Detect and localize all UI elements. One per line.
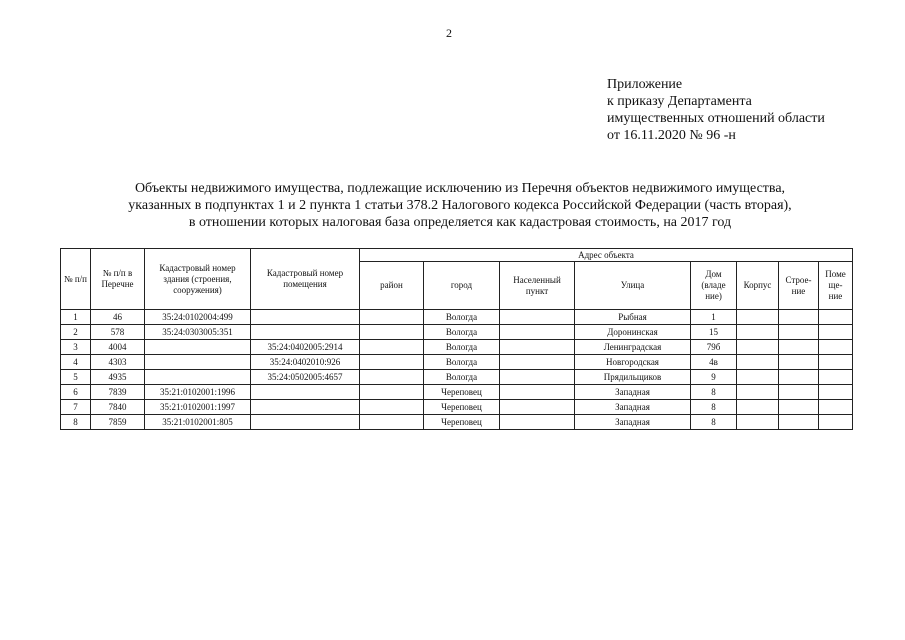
header-num: № п/п (61, 249, 91, 310)
cell-district (360, 415, 424, 430)
cell-district (360, 310, 424, 325)
cell-city: Череповец (424, 415, 500, 430)
cell-num: 6 (61, 385, 91, 400)
cell-list-num: 4303 (91, 355, 145, 370)
cell-settlement (500, 340, 575, 355)
cell-premise-cadastral: 35:24:0502005:4657 (251, 370, 360, 385)
header-room: Поме ще- ние (819, 262, 853, 310)
cell-num: 2 (61, 325, 91, 340)
cell-structure (779, 310, 819, 325)
cell-city: Череповец (424, 400, 500, 415)
cell-structure (779, 355, 819, 370)
cell-structure (779, 325, 819, 340)
cell-house: 4в (691, 355, 737, 370)
cell-structure (779, 415, 819, 430)
page-number: 2 (446, 26, 452, 40)
cell-house: 1 (691, 310, 737, 325)
title-line: указанных в подпунктах 1 и 2 пункта 1 статьи 378.2 Налогового кодекса Российской Федерации (часть вторая), (128, 198, 792, 213)
appendix-line: имущественных отношений области (607, 111, 825, 126)
cell-house: 8 (691, 400, 737, 415)
cell-settlement (500, 400, 575, 415)
header-house: Дом (владе ние) (691, 262, 737, 310)
document-title (60, 180, 860, 231)
cell-building-cadastral: 35:21:0102001:1996 (145, 385, 251, 400)
cell-num: 4 (61, 355, 91, 370)
cell-street: Ленинградская (575, 340, 691, 355)
cell-room (819, 325, 853, 340)
cell-premise-cadastral: 35:24:0402010:926 (251, 355, 360, 370)
appendix-block (607, 76, 825, 144)
cell-house: 9 (691, 370, 737, 385)
cell-block (737, 340, 779, 355)
cell-list-num: 7839 (91, 385, 145, 400)
cell-city: Череповец (424, 385, 500, 400)
cell-street: Доронинская (575, 325, 691, 340)
cell-building-cadastral: 35:24:0303005:351 (145, 325, 251, 340)
cell-premise-cadastral (251, 310, 360, 325)
cell-settlement (500, 415, 575, 430)
header-district: район (360, 262, 424, 310)
cell-street: Западная (575, 400, 691, 415)
header-list-num: № п/п в Перечне (91, 249, 145, 310)
table-row (61, 340, 853, 355)
table-row (61, 400, 853, 415)
cell-building-cadastral: 35:24:0102004:499 (145, 310, 251, 325)
cell-list-num: 4935 (91, 370, 145, 385)
cell-building-cadastral (145, 370, 251, 385)
cell-room (819, 370, 853, 385)
cell-settlement (500, 370, 575, 385)
cell-premise-cadastral (251, 385, 360, 400)
cell-settlement (500, 310, 575, 325)
header-structure: Строе- ние (779, 262, 819, 310)
cell-district (360, 400, 424, 415)
cell-block (737, 385, 779, 400)
cell-structure (779, 400, 819, 415)
cell-settlement (500, 385, 575, 400)
cell-list-num: 46 (91, 310, 145, 325)
cell-street: Западная (575, 415, 691, 430)
cell-house: 8 (691, 415, 737, 430)
cell-street: Новгородская (575, 355, 691, 370)
cell-num: 1 (61, 310, 91, 325)
cell-structure (779, 385, 819, 400)
cell-premise-cadastral: 35:24:0402005:2914 (251, 340, 360, 355)
header-address-group: Адрес объекта (360, 249, 853, 262)
cell-district (360, 355, 424, 370)
table-row (61, 385, 853, 400)
appendix-line: Приложение (607, 77, 683, 92)
table-row (61, 415, 853, 430)
cell-building-cadastral (145, 355, 251, 370)
header-street: Улица (575, 262, 691, 310)
cell-city: Вологда (424, 310, 500, 325)
title-line: в отношении которых налоговая база определяется как кадастровая стоимость, на 2017 год (188, 215, 732, 230)
cell-block (737, 370, 779, 385)
cell-street: Прядильщиков (575, 370, 691, 385)
cell-room (819, 310, 853, 325)
cell-building-cadastral: 35:21:0102001:1997 (145, 400, 251, 415)
cell-room (819, 400, 853, 415)
header-premise-cadastral: Кадастровый номер помещения (251, 249, 360, 310)
cell-room (819, 385, 853, 400)
table-row (61, 325, 853, 340)
cell-structure (779, 340, 819, 355)
cell-num: 3 (61, 340, 91, 355)
cell-block (737, 400, 779, 415)
cell-building-cadastral: 35:21:0102001:805 (145, 415, 251, 430)
header-settlement: Населенный пункт (500, 262, 575, 310)
cell-city: Вологда (424, 340, 500, 355)
cell-premise-cadastral (251, 415, 360, 430)
title-line: Объекты недвижимого имущества, подлежащие исключению из Перечня объектов недвижимого имущества, (134, 181, 786, 196)
cell-room (819, 415, 853, 430)
table-row (61, 370, 853, 385)
header-city: город (424, 262, 500, 310)
cell-num: 5 (61, 370, 91, 385)
cell-room (819, 340, 853, 355)
cell-block (737, 415, 779, 430)
cell-building-cadastral (145, 340, 251, 355)
appendix-line: к приказу Департамента (607, 94, 752, 109)
cell-block (737, 325, 779, 340)
cell-city: Вологда (424, 370, 500, 385)
cell-block (737, 310, 779, 325)
cell-house: 8 (691, 385, 737, 400)
cell-block (737, 355, 779, 370)
cell-house: 15 (691, 325, 737, 340)
objects-table (60, 248, 853, 430)
cell-street: Рыбная (575, 310, 691, 325)
header-building-cadastral: Кадастровый номер здания (строения, сооружения) (145, 249, 251, 310)
cell-num: 8 (61, 415, 91, 430)
cell-street: Западная (575, 385, 691, 400)
cell-list-num: 7859 (91, 415, 145, 430)
cell-district (360, 325, 424, 340)
table-row (61, 355, 853, 370)
cell-district (360, 340, 424, 355)
cell-num: 7 (61, 400, 91, 415)
cell-settlement (500, 355, 575, 370)
appendix-line: от 16.11.2020 № 96 -н (607, 128, 736, 143)
cell-list-num: 578 (91, 325, 145, 340)
cell-city: Вологда (424, 355, 500, 370)
table-row (61, 310, 853, 325)
cell-premise-cadastral (251, 325, 360, 340)
cell-structure (779, 370, 819, 385)
cell-list-num: 4004 (91, 340, 145, 355)
cell-house: 79б (691, 340, 737, 355)
cell-room (819, 355, 853, 370)
cell-district (360, 385, 424, 400)
cell-premise-cadastral (251, 400, 360, 415)
header-block: Корпус (737, 262, 779, 310)
cell-city: Вологда (424, 325, 500, 340)
cell-list-num: 7840 (91, 400, 145, 415)
cell-settlement (500, 325, 575, 340)
cell-district (360, 370, 424, 385)
